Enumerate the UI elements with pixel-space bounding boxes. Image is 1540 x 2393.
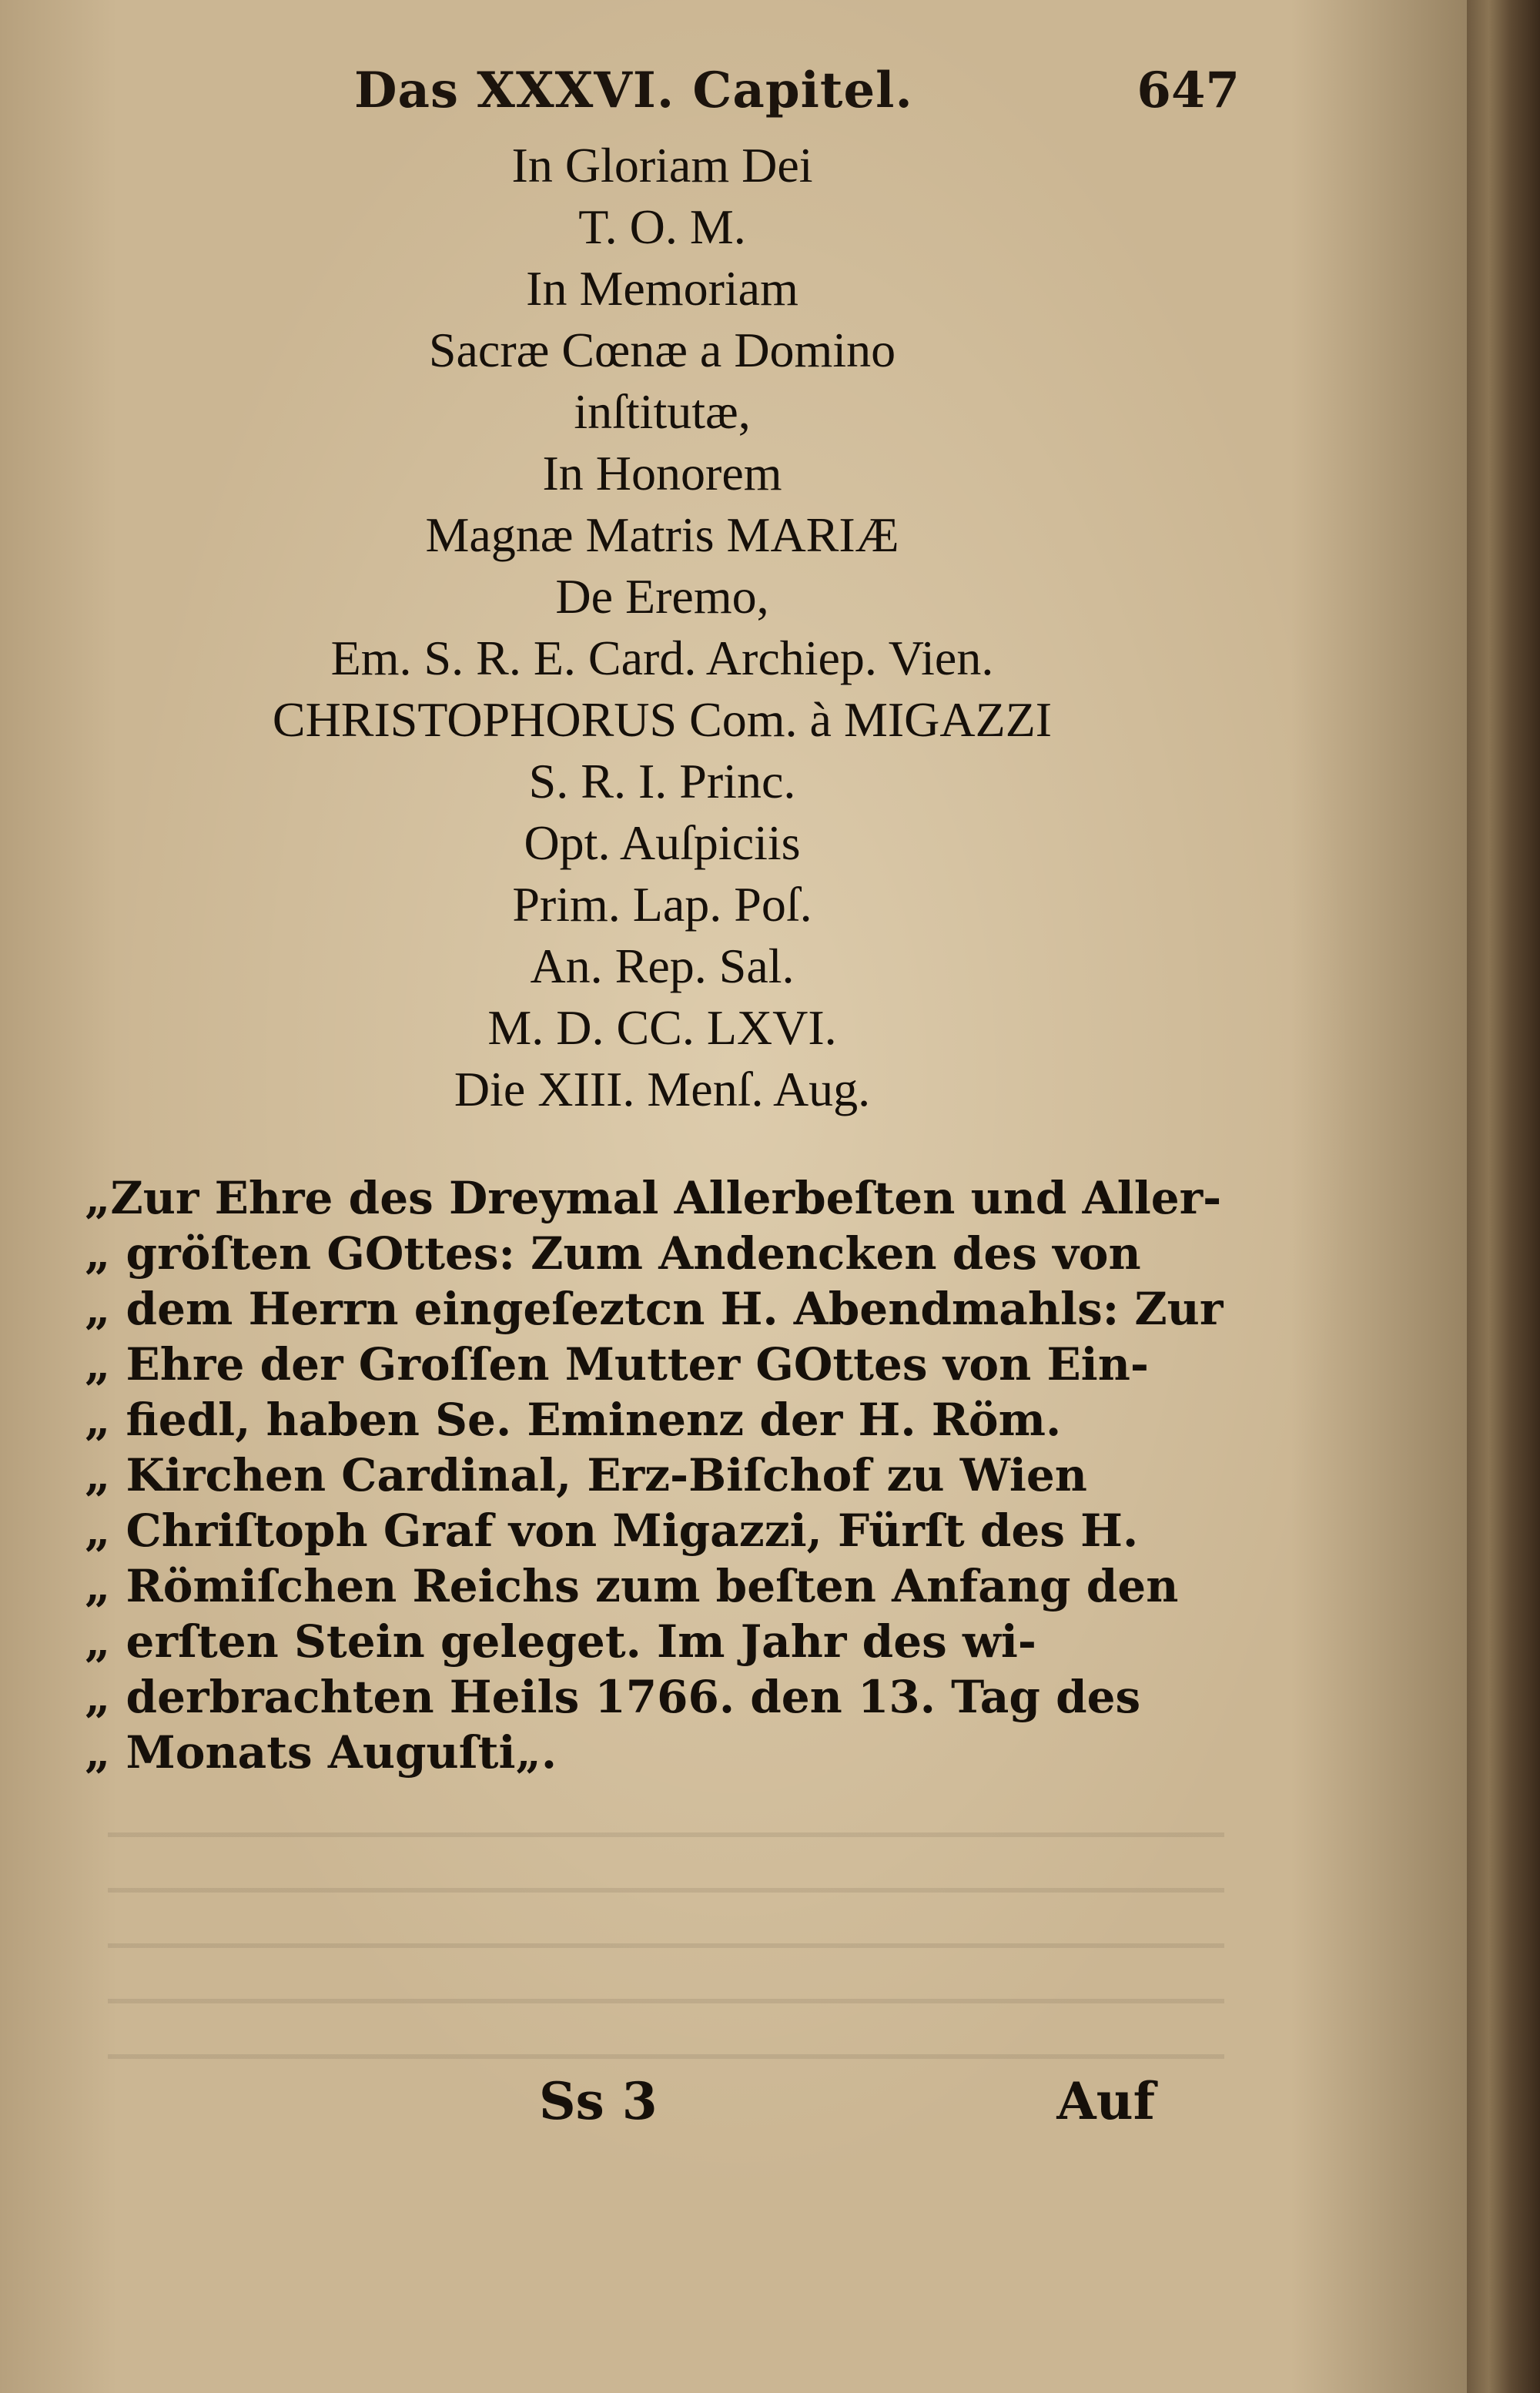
page-edge-stack: [1467, 0, 1540, 2393]
translation-line: „ fiedl, haben Se. Eminenz der H. Röm.: [85, 1394, 1062, 1446]
inscription-line: CHRISTOPHORUS Com. à MIGAZZI: [272, 692, 1053, 747]
inscription-line: Magnæ Matris MARIÆ: [425, 507, 899, 562]
inscription-line: An. Rep. Sal.: [530, 939, 795, 993]
page-number: 647: [1137, 62, 1240, 119]
translation-line: „ Römiſchen Reichs zum beſten Anfang den: [85, 1560, 1179, 1612]
inscription-line: In Honorem: [542, 446, 782, 500]
inscription-line: De Eremo,: [555, 569, 769, 624]
inscription-line: Sacræ Cœnæ a Domino: [428, 323, 896, 377]
translation-line: „Zur Ehre des Dreymal Allerbeſten und Aller-: [85, 1172, 1222, 1224]
page-header: [354, 54, 1240, 139]
translation-line: „ Monats Auguſti„.: [85, 1726, 557, 1779]
inscription-line: T. O. M.: [578, 199, 746, 254]
translation-line: „ erſten Stein geleget. Im Jahr des wi-: [85, 1615, 1036, 1668]
translation-line: „ Chriſtoph Graf von Migazzi, Fürſt des H.: [85, 1504, 1139, 1557]
inscription-line: In Memoriam: [526, 261, 798, 316]
translation-line: „ dem Herrn eingeſeztcn H. Abendmahls: Zur: [85, 1283, 1224, 1335]
page-footer: [539, 2071, 1155, 2148]
inscription-line: S. R. I. Princ.: [528, 754, 796, 808]
german-translation: [85, 1170, 1247, 1780]
latin-inscription: [92, 135, 1232, 1120]
inscription-line: Em. S. R. E. Card. Archiep. Vien.: [330, 631, 994, 685]
translation-line: „ gröſten GOttes: Zum Andencken des von: [85, 1227, 1141, 1280]
translation-line: „ Ehre der Groſſen Mutter GOttes von Ein-: [85, 1338, 1149, 1391]
inscription-line: Prim. Lap. Poſ.: [512, 877, 812, 932]
translation-line: „ Kirchen Cardinal, Erz-Biſchof zu Wien: [85, 1449, 1087, 1501]
inscription-line: In Gloriam Dei: [511, 138, 813, 192]
inscription-line: Opt. Auſpiciis: [524, 815, 801, 870]
inscription-line: Die XIII. Menſ. Aug.: [454, 1062, 871, 1116]
show-through-texture: [108, 1832, 1224, 2063]
inscription-line: inſtitutæ,: [574, 384, 751, 439]
catchword: Auf: [1056, 2071, 1155, 2131]
running-head: Das XXXVI. Capitel.: [354, 62, 913, 119]
translation-line: „ derbrachten Heils 1766. den 13. Tag des: [85, 1671, 1141, 1723]
inscription-line: M. D. CC. LXVI.: [487, 1000, 837, 1055]
signature-mark: Ss 3: [539, 2071, 658, 2131]
